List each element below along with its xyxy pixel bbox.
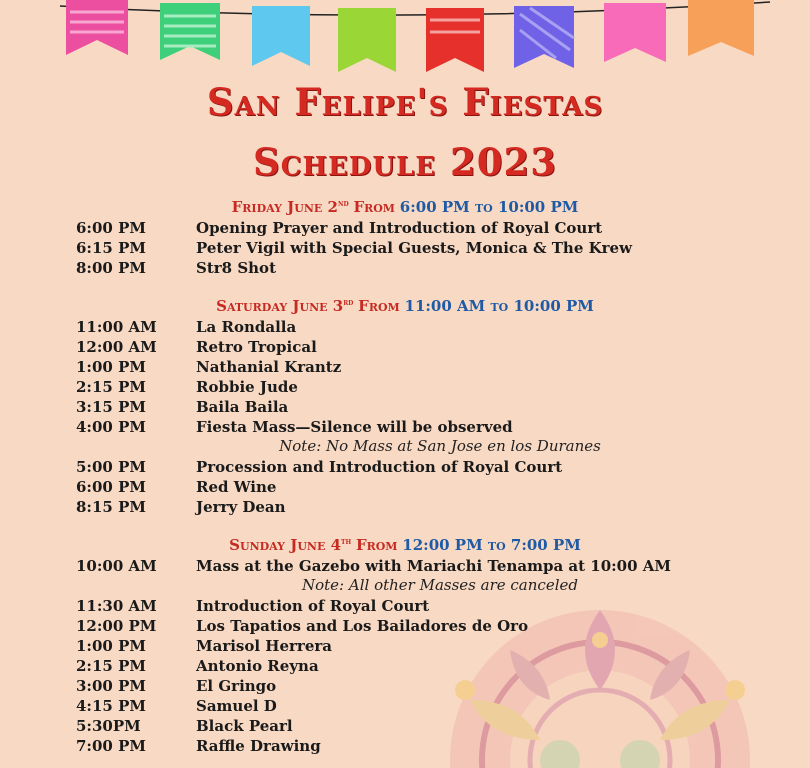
event-time: 5:00 PM — [76, 458, 146, 476]
event-time: 2:15 PM — [76, 378, 146, 396]
event-time: 4:15 PM — [76, 697, 146, 715]
event-time: 10:00 AM — [76, 557, 157, 575]
event-name: Robbie Jude — [196, 378, 298, 396]
event-time: 1:00 PM — [76, 637, 146, 655]
schedule-row — [76, 676, 276, 696]
bunting-flags — [66, 0, 754, 72]
event-name: Nathanial Krantz — [196, 358, 342, 376]
schedule-row — [76, 716, 293, 736]
event-name: Raffle Drawing — [196, 737, 321, 755]
day-time: 6:00 PM to 10:00 PM — [399, 198, 579, 216]
schedule-row — [76, 457, 562, 477]
event-time: 8:15 PM — [76, 498, 146, 516]
schedule-row — [76, 357, 341, 377]
event-name: Fiesta Mass—Silence will be observed — [196, 418, 513, 436]
schedule-row — [76, 596, 429, 616]
schedule-row — [76, 636, 332, 656]
day-name: Friday June 2 — [231, 198, 338, 216]
day-header-sunday — [0, 536, 810, 554]
day-header-saturday — [0, 297, 810, 315]
schedule-row — [76, 258, 276, 278]
event-time: 6:00 PM — [76, 219, 146, 237]
schedule-note: Note: No Mass at San Jose en los Duranes — [279, 437, 601, 455]
schedule-row — [76, 736, 321, 756]
event-name: Red Wine — [196, 478, 277, 496]
schedule-row — [76, 616, 528, 636]
day-from: From — [358, 297, 400, 315]
event-name: La Rondalla — [196, 318, 297, 336]
event-time: 7:00 PM — [76, 737, 146, 755]
schedule-row — [76, 337, 317, 357]
day-from: From — [353, 198, 395, 216]
event-time: 8:00 PM — [76, 259, 146, 277]
schedule-row — [76, 397, 288, 417]
day-header-friday — [0, 198, 810, 216]
day-from: From — [355, 536, 398, 554]
schedule-row — [76, 497, 286, 517]
event-time: 1:00 PM — [76, 358, 146, 376]
day-time: 12:00 PM to 7:00 PM — [402, 536, 581, 554]
event-time: 12:00 PM — [76, 617, 157, 635]
event-time: 3:00 PM — [76, 677, 146, 695]
event-name: Black Pearl — [196, 717, 293, 735]
event-time: 2:15 PM — [76, 657, 146, 675]
schedule-note: Note: All other Masses are canceled — [302, 576, 578, 594]
event-name: Str8 Shot — [196, 259, 276, 277]
day-suffix: th — [341, 537, 352, 547]
event-name: Procession and Introduction of Royal Court — [196, 458, 563, 476]
event-time: 6:15 PM — [76, 239, 146, 257]
event-name: Retro Tropical — [196, 338, 317, 356]
event-time: 11:30 AM — [76, 597, 157, 615]
event-name: Mass at the Gazebo with Mariachi Tenampa at 10:00 AM — [196, 557, 672, 575]
title-line-1: San Felipe's Fiestas — [206, 80, 604, 124]
event-time: 12:00 AM — [76, 338, 157, 356]
schedule-row — [76, 238, 632, 258]
schedule-row — [76, 377, 298, 397]
event-time: 11:00 AM — [76, 318, 157, 336]
event-name: Opening Prayer and Introduction of Royal Court — [196, 219, 603, 237]
day-suffix: rd — [343, 298, 354, 308]
event-name: El Gringo — [196, 677, 277, 695]
schedule-row — [76, 218, 602, 238]
day-name: Sunday June 4 — [229, 536, 342, 554]
schedule-row — [76, 417, 513, 437]
event-name: Jerry Dean — [196, 498, 286, 516]
event-time: 5:30PM — [76, 717, 141, 735]
event-name: Peter Vigil with Special Guests, Monica & The Krew — [196, 239, 633, 257]
event-name: Antonio Reyna — [196, 657, 319, 675]
event-time: 6:00 PM — [76, 478, 146, 496]
event-time: 4:00 PM — [76, 418, 146, 436]
day-time: 11:00 AM to 10:00 PM — [404, 297, 594, 315]
event-name: Introduction of Royal Court — [196, 597, 430, 615]
event-name: Marisol Herrera — [196, 637, 332, 655]
day-suffix: nd — [337, 199, 349, 209]
title-line-2: Schedule 2023 — [253, 140, 557, 184]
event-name: Samuel D — [196, 697, 277, 715]
event-name: Los Tapatios and Los Bailadores de Oro — [196, 617, 529, 635]
schedule-row — [76, 696, 277, 716]
schedule-row — [76, 556, 671, 576]
schedule-row — [76, 477, 276, 497]
event-name: Baila Baila — [196, 398, 289, 416]
event-time: 3:15 PM — [76, 398, 146, 416]
schedule-row — [76, 317, 296, 337]
day-name: Saturday June 3 — [216, 297, 344, 315]
schedule-row — [76, 656, 319, 676]
